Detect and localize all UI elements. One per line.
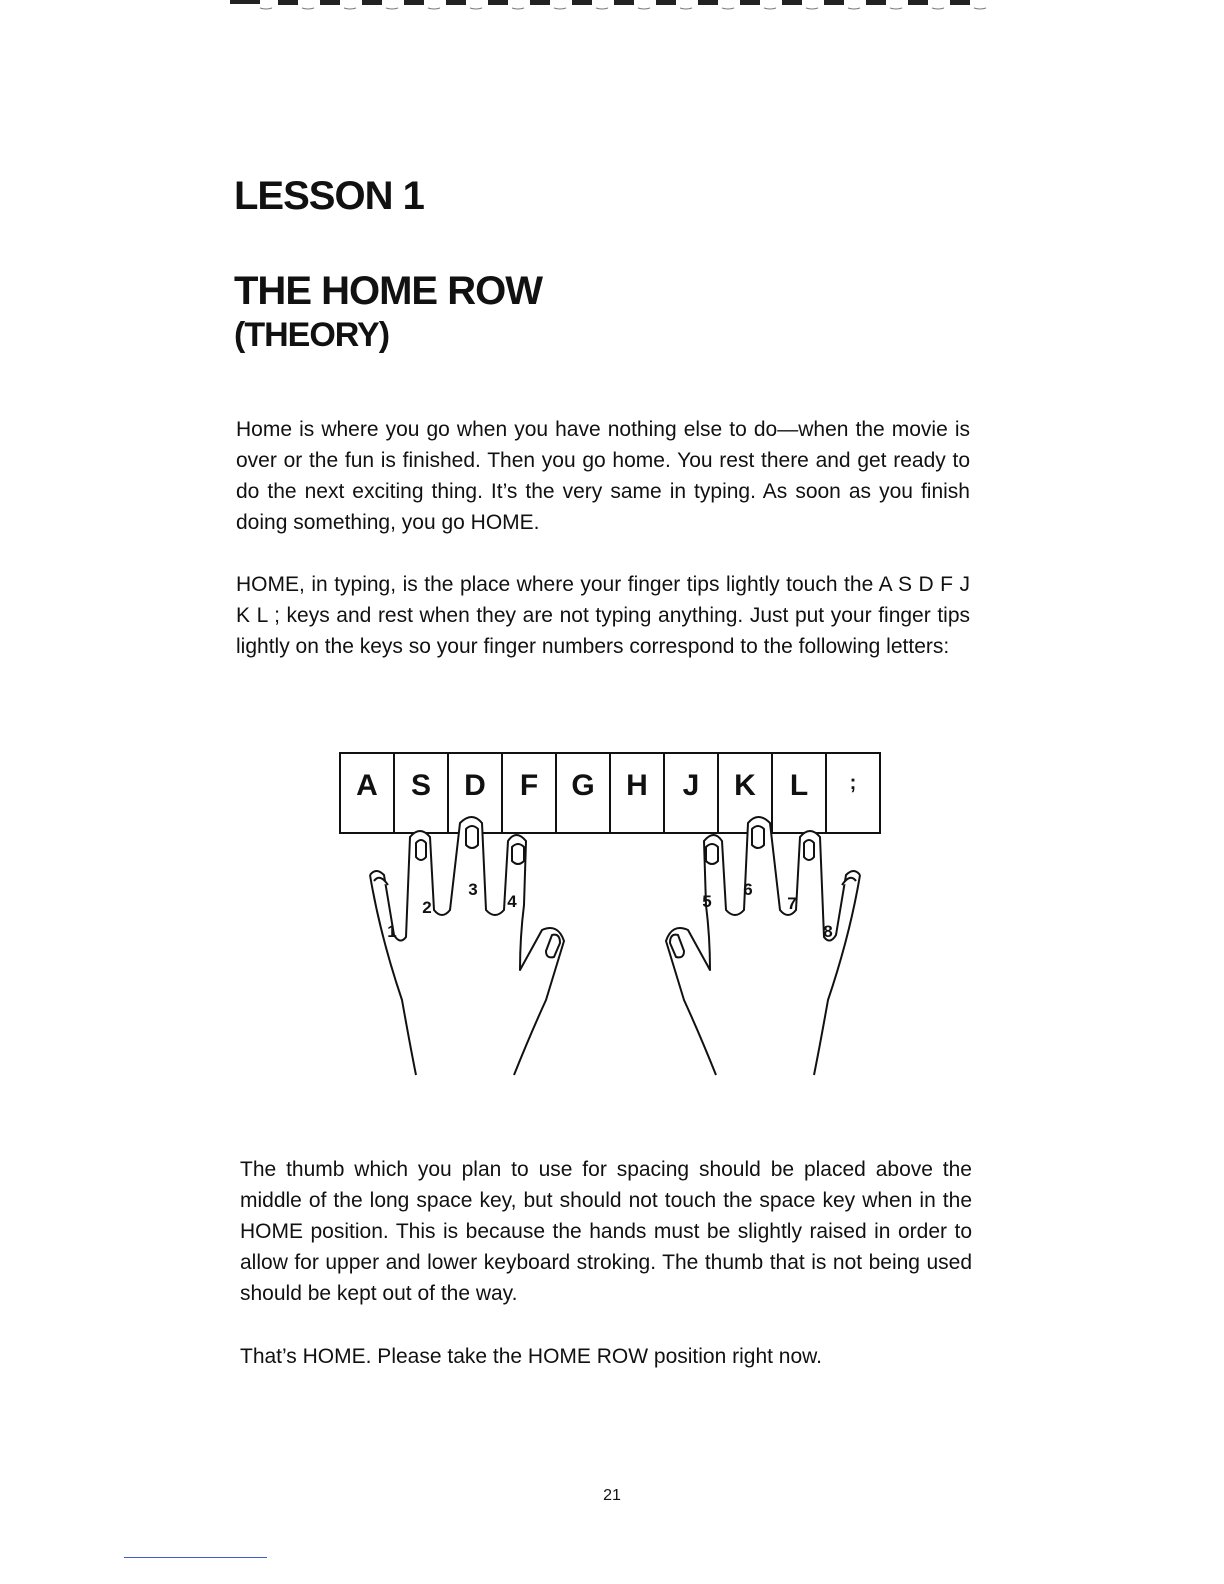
key-label-s: S [410, 769, 432, 802]
finger-number-7: 7 [787, 894, 797, 913]
page-title: THE HOME ROW [234, 269, 542, 313]
finger-number-5: 5 [702, 892, 712, 911]
key-label-f: F [519, 769, 539, 802]
thumb-paragraph: The thumb which you plan to use for spacing should be placed above the middle of the long space key, but should not touch the space key when in the HOME position. This is because the hands must be slightly raised in order to allow for upper and lower keyboard stroking. The thumb that is not being used should be kept out of the way. [240, 1158, 972, 1305]
right-hand-drawing [666, 817, 860, 1075]
finger-number-2: 2 [422, 898, 432, 917]
page-number: 21 [603, 1487, 621, 1504]
finger-number-6: 6 [743, 880, 753, 899]
spiral-binding-holes [230, 0, 990, 16]
key-label-semicolon: ; [849, 772, 857, 794]
key-label-l: L [789, 769, 809, 802]
key-label-k: K [734, 769, 756, 802]
bottom-rule-line [124, 1557, 267, 1558]
lesson-heading: LESSON 1 [234, 174, 424, 218]
key-label-g: G [571, 769, 595, 802]
intro-paragraph: Home is where you go when you have nothing else to do—when the movie is over or the fun is finished. Then you go home. You rest there and get ready to do the next exciting thing. It’s the very same in typing. As soon as you finish doing something, you go HOME. [236, 418, 970, 534]
page-subtitle: (THEORY) [234, 316, 390, 354]
key-label-a: A [356, 769, 378, 802]
home-row-hands-diagram [330, 745, 900, 1090]
key-label-h: H [626, 769, 648, 802]
finger-number-4: 4 [507, 892, 517, 911]
key-label-d: D [464, 769, 486, 802]
key-label-j: J [682, 769, 700, 802]
finger-number-8: 8 [823, 922, 833, 941]
left-hand-drawing [370, 817, 564, 1075]
finger-number-1: 1 [387, 922, 397, 941]
home-definition-paragraph: HOME, in typing, is the place where your finger tips lightly touch the A S D F J K L ; keys and rest when they are not typing anything. Just put your finger tips lightly on the keys so your finger numbers correspond to the following letters: [236, 573, 970, 658]
closing-paragraph: That’s HOME. Please take the HOME ROW position right now. [240, 1345, 823, 1368]
finger-number-3: 3 [468, 880, 478, 899]
